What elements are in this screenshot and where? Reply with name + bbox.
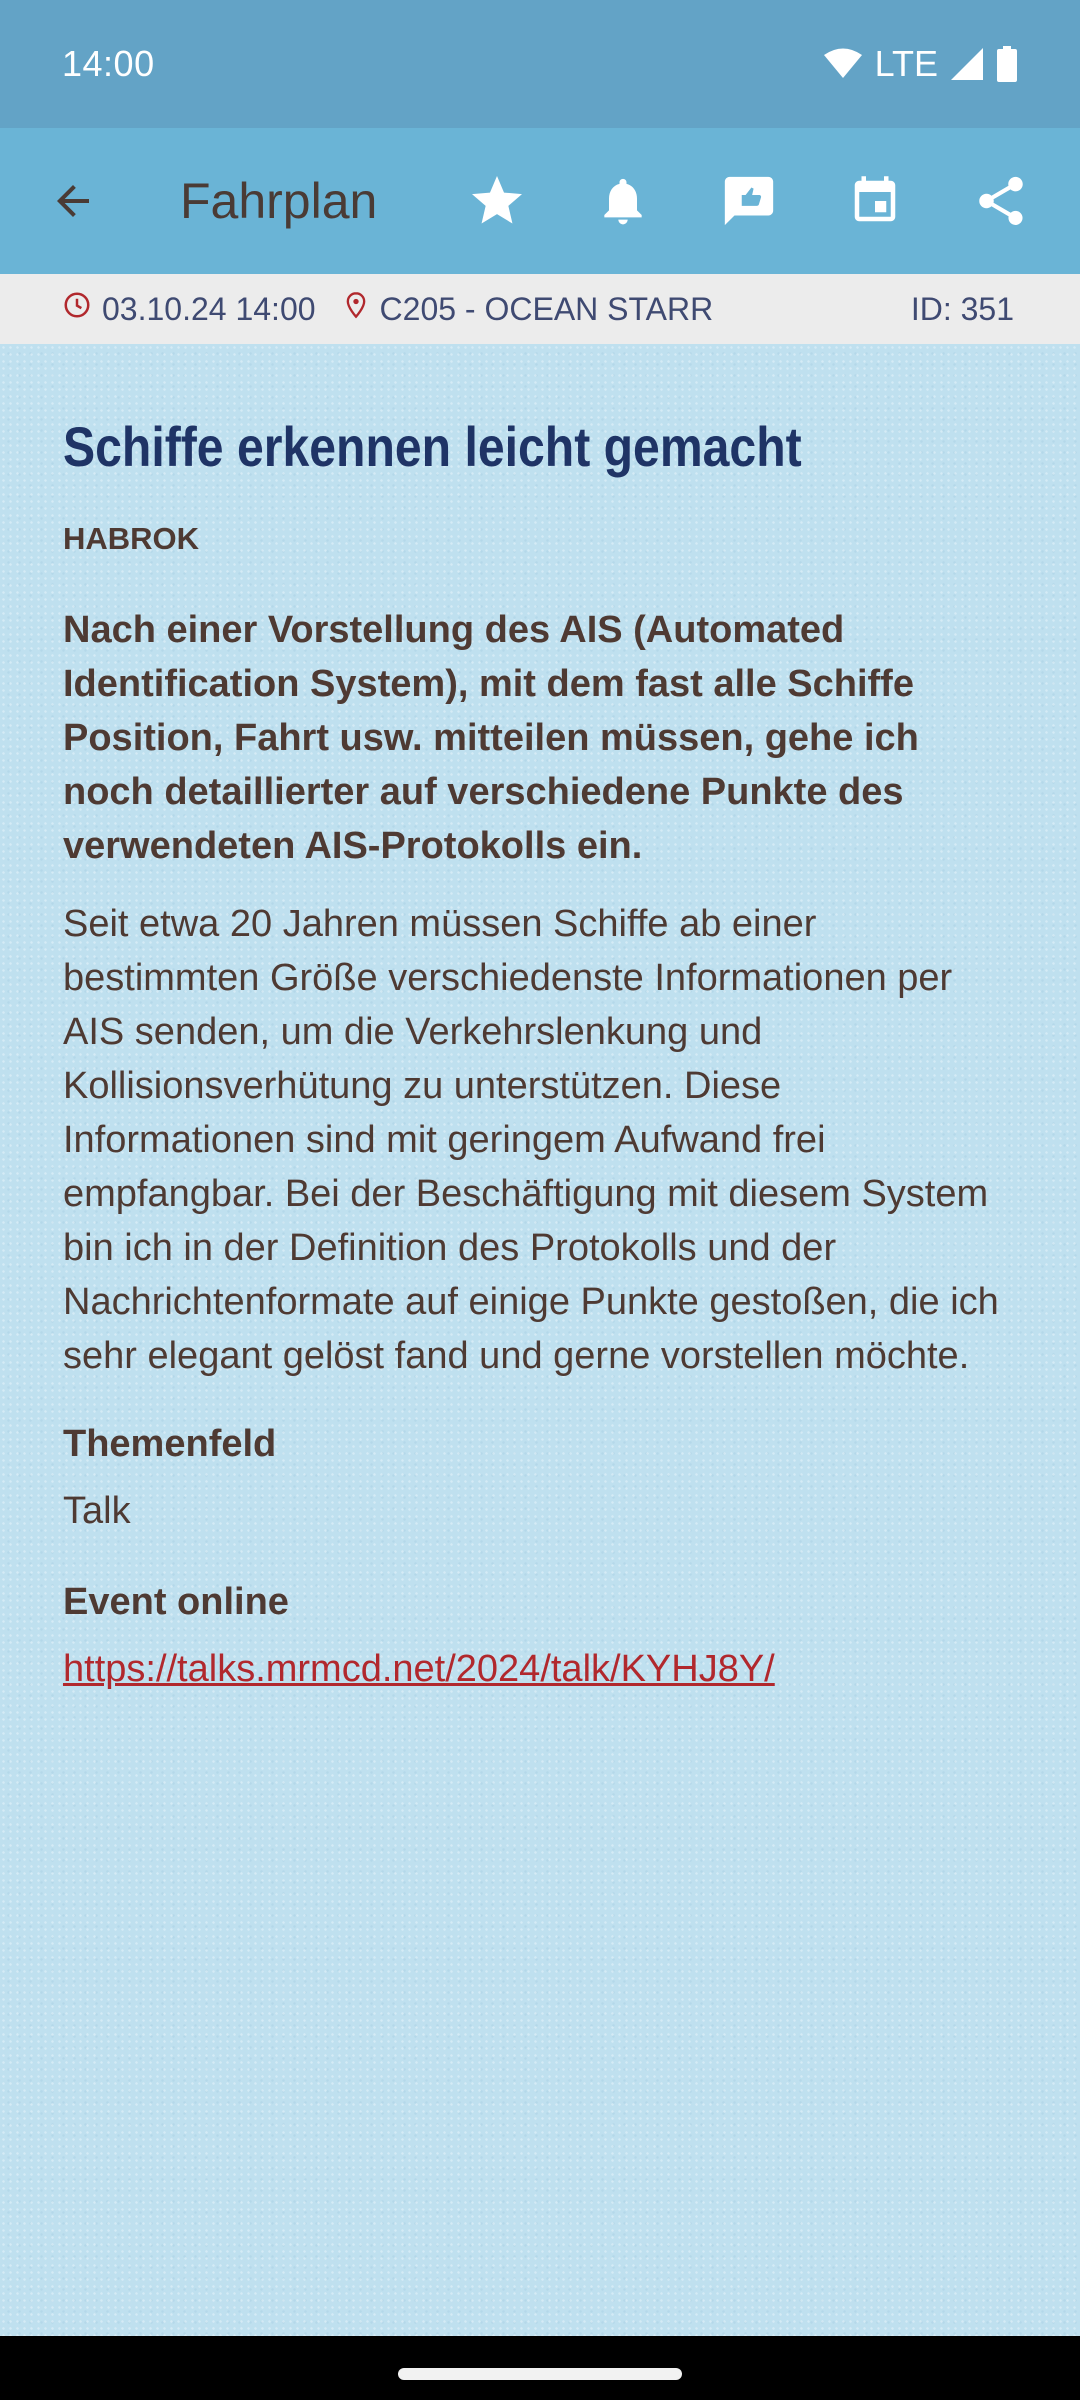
session-datetime	[62, 290, 316, 328]
session-details	[0, 344, 1080, 2336]
bell-icon[interactable]	[576, 154, 670, 248]
page-title: Fahrplan	[180, 173, 378, 229]
feedback-icon[interactable]	[702, 154, 796, 248]
session-description: Seit etwa 20 Jahren müssen Schiffe ab einer bestimmten Größe verschiedenste Informationen per AIS senden, um die Verkehrslenkung und Kollisionsverhütung zu unterstützen. Diese Informationen sind mit geringem Aufwand frei empfangbar. Bei der Beschäftigung mit diesem System bin ich in der Definition des Protokolls und der Nachrichtenformate auf einige Punkte gestoßen, die ich sehr elegant gelöst fand und gerne vorstellen möchte.	[63, 903, 999, 1377]
speaker-name[interactable]: HABROK	[63, 521, 200, 556]
status-bar	[0, 0, 1080, 128]
battery-icon	[996, 46, 1018, 82]
back-arrow-icon[interactable]	[26, 154, 120, 248]
navigation-bar	[0, 2336, 1080, 2400]
session-abstract: Nach einer Vorstellung des AIS (Automated Identification System), mit dem fast alle Schiffe Position, Fahrt usw. mitteilen müssen, gehe ich noch detaillierter auf verschiedene Punkte des verwendeten AIS-Protokolls ein.	[63, 609, 919, 867]
signal-icon	[950, 47, 984, 81]
wifi-icon	[823, 48, 863, 80]
session-title: Schiffe erkennen leicht gemacht	[63, 415, 802, 478]
track-value: Talk	[63, 1490, 131, 1532]
session-id: ID: 351	[910, 290, 1014, 327]
status-time: 14:00	[62, 43, 155, 84]
network-label: LTE	[874, 43, 938, 84]
calendar-icon[interactable]	[828, 154, 922, 248]
session-room	[342, 290, 714, 328]
event-online-label: Event online	[63, 1581, 289, 1623]
star-icon[interactable]	[450, 154, 544, 248]
share-icon[interactable]	[954, 154, 1048, 248]
session-meta-bar	[0, 274, 1080, 344]
session-datetime-text: 03.10.24 14:00	[102, 290, 316, 327]
event-online-link[interactable]: https://talks.mrmcd.net/2024/talk/KYHJ8Y/	[63, 1648, 775, 1690]
status-icons	[823, 43, 1018, 85]
home-gesture-handle[interactable]	[398, 2368, 682, 2380]
location-pin-icon	[342, 290, 370, 328]
session-room-text: C205 - OCEAN STARR	[379, 290, 714, 327]
track-label: Themenfeld	[63, 1423, 277, 1465]
app-bar	[0, 128, 1080, 274]
clock-icon	[62, 290, 92, 328]
